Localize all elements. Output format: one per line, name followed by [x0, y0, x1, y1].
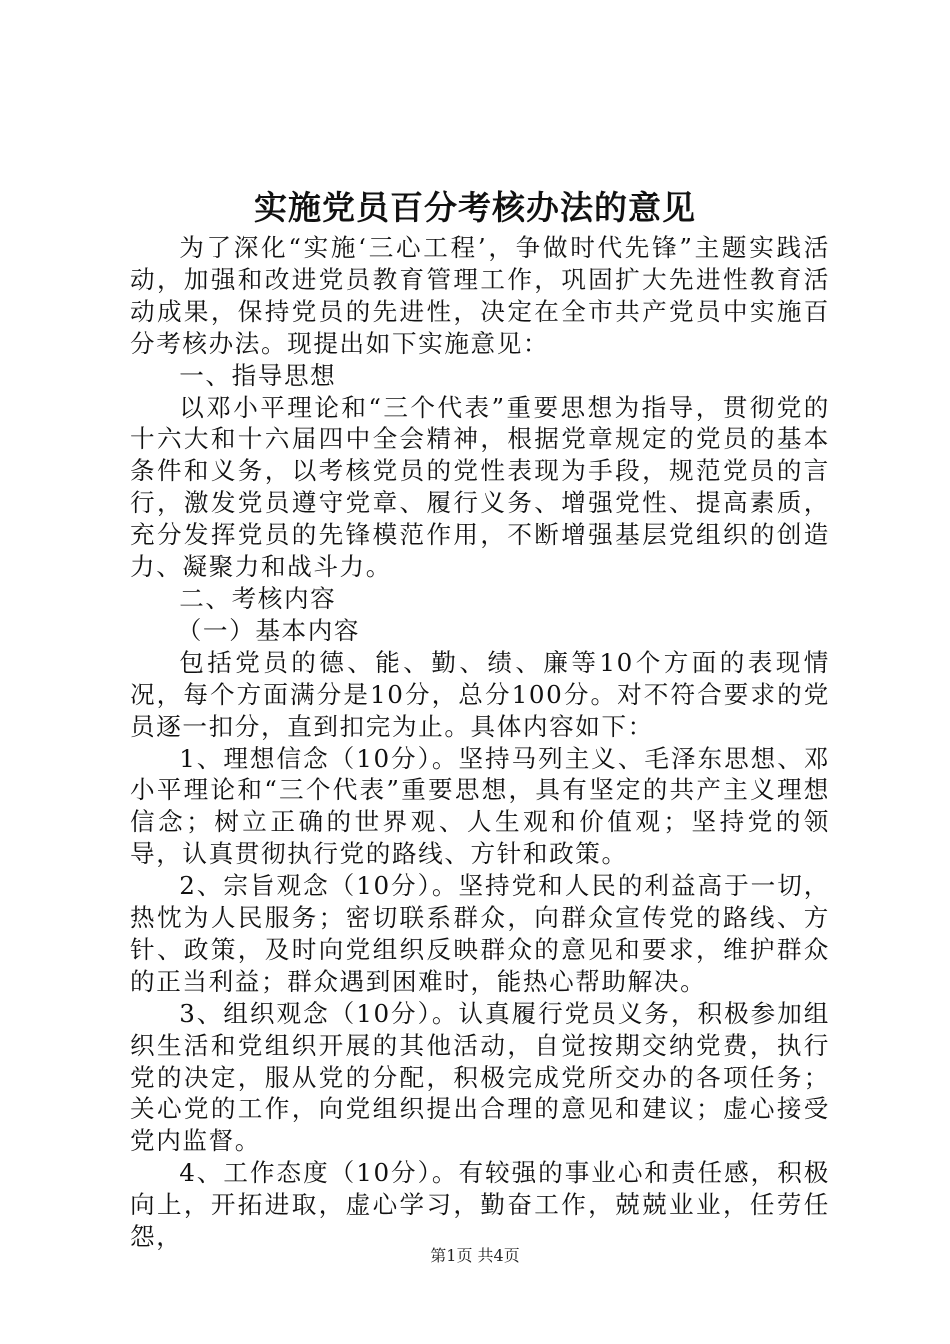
guiding-ideology-paragraph: 以邓小平理论和“三个代表”重要思想为指导，贯彻党的十六大和十六届四中全会精神，根据党章规定的党员的基本条件和义务，以考核党员的党性表现为手段，规范党员的言行，激发党员遵守党章、履行义务、增强党性、提高素质，充分发挥党员的先锋模范作用，不断增强基层党组织的创造力、凝聚力和战斗力。	[130, 392, 830, 582]
section-heading-assessment-content: 二、考核内容	[179, 583, 337, 613]
section-heading-guiding-ideology: 一、指导思想	[179, 360, 337, 390]
item-purpose-concept: 2、宗旨观念（10分）。坚持党和人民的利益高于一切，热忱为人民服务；密切联系群众，向群众宣传党的路线、方针、政策，及时向党组织反映群众的意见和要求，维护群众的正当利益；群众遇到困难时，能热心帮助解决。	[130, 871, 830, 996]
item-work-attitude: 4、工作态度（10分）。有较强的事业心和责任感，积极向上，开拓进取，虚心学习，勤奋工作，兢兢业业，任劳任怨，	[130, 1158, 830, 1252]
item-organization-concept: 3、组织观念（10分）。认真履行党员义务，积极参加组织生活和党组织开展的其他活动，自觉按期交纳党费，执行党的决定，服从党的分配，积极完成党所交办的各项任务；关心党的工作，向党组织提出合理的意见和建议；虚心接受党内监督。	[130, 998, 830, 1156]
subsection-heading-basic-content: （一）基本内容	[176, 615, 361, 645]
page-footer: 第1页 共4页	[430, 1246, 520, 1265]
item-ideals-beliefs: 1、理想信念（10分）。坚持马列主义、毛泽东思想、邓小平理论和“三个代表”重要思想，具有坚定的共产主义理想信念；树立正确的世界观、人生观和价值观；坚持党的领导，认真贯彻执行党的路线、方针和政策。	[130, 743, 830, 869]
document-title: 实施党员百分考核办法的意见	[254, 188, 696, 227]
document-body	[130, 232, 830, 1253]
basic-content-paragraph: 包括党员的德、能、勤、绩、廉等10个方面的表现情况，每个方面满分是10分，总分100分。对不符合要求的党员逐一扣分，直到扣完为止。具体内容如下：	[130, 647, 830, 741]
intro-paragraph: 为了深化“实施‘三心工程’，争做时代先锋”主题实践活动，加强和改进党员教育管理工作，巩固扩大先进性教育活动成果，保持党员的先进性，决定在全市共产党员中实施百分考核办法。现提出如下实施意见：	[130, 233, 830, 358]
